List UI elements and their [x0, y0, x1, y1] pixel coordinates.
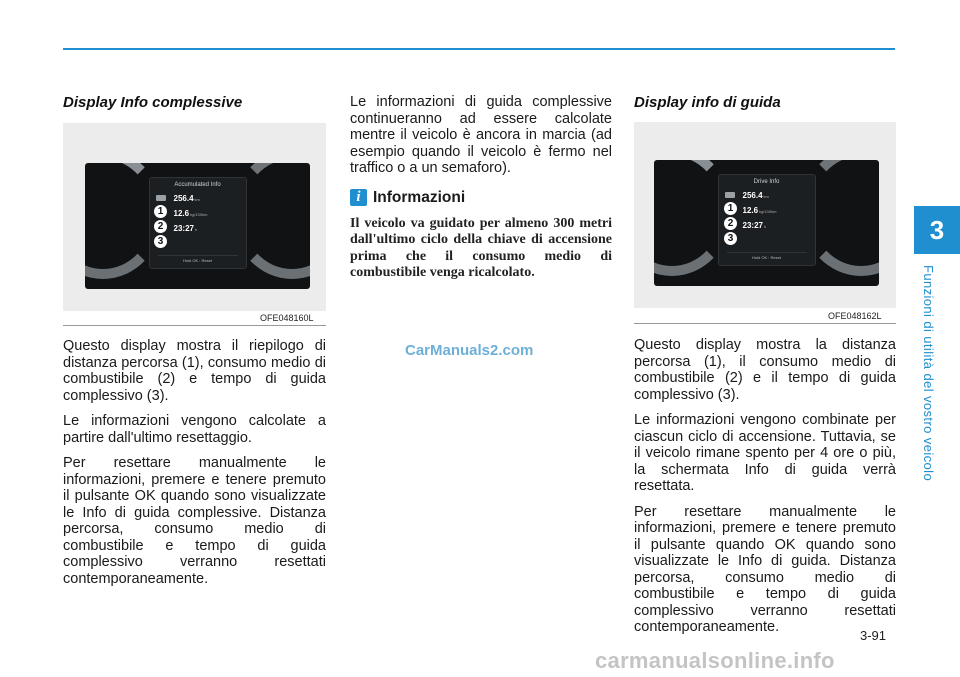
panel-title: Accumulated Info	[174, 182, 221, 188]
callout-1: 1	[154, 205, 167, 218]
time-value: 23:27	[173, 224, 194, 233]
header-rule	[63, 48, 895, 50]
chapter-number: 3	[929, 214, 945, 245]
paragraph: Questo display mostra il riepilogo di distanza percorsa (1), consumo medio di combustibile (2) e tempo di guida complessivo (3).	[63, 338, 326, 404]
paragraph: Le informazioni vengono combinate per ciascun ciclo di accensione. Tuttavia, se il veicolo rimane spento per 4 ore o più, la schermata Info di guida verrà resettata.	[634, 412, 896, 494]
distance-value: 256.4	[742, 191, 763, 200]
info-title: Informazioni	[373, 188, 466, 206]
chapter-side-title	[921, 265, 948, 495]
callout-3: 3	[154, 235, 167, 248]
caption-rule	[634, 323, 896, 324]
consumption-unit: kg/100km	[759, 209, 777, 214]
paragraph: Le informazioni di guida complessive continueranno ad essere calcolate mentre il veicolo è ancora in marcia (ad esempio quando il veicolo è fermo nel traffico o a un semaforo).	[350, 94, 612, 176]
paragraph: Per resettare manualmente le informazioni, premere e tenere premuto il pulsante OK quando sono visualizzate le Info di guida complessive. Distanza percorsa, consumo medio di combustibile e tempo di guida complessivo verranno resettati contemporaneamente.	[63, 455, 326, 587]
figure-drive-info	[634, 122, 896, 308]
distance-unit: km	[763, 194, 769, 199]
distance-row	[150, 194, 246, 203]
info-body: Il veicolo va guidato per almeno 300 metri dall'ultimo ciclo della chiave di accensione prima che il consumo medio di combustibile venga ricalcolato.	[350, 215, 612, 280]
callout-2: 2	[154, 220, 167, 233]
panel-footer: Hold OK : Reset	[727, 252, 807, 260]
watermark-carmanualsonline: carmanualsonline.info	[595, 648, 835, 673]
cluster-screen	[654, 160, 879, 286]
consumption-unit: kg/100km	[190, 212, 208, 217]
figure-caption: OFE048162L	[828, 311, 882, 321]
cluster-screen	[85, 163, 310, 289]
consumption-value: 12.6	[742, 206, 759, 215]
info-icon: i	[350, 189, 367, 206]
time-unit: h	[763, 224, 767, 229]
chapter-tab	[914, 206, 960, 254]
caption-rule	[63, 325, 326, 326]
section-heading-drive	[634, 94, 896, 111]
callout-1: 1	[724, 202, 737, 215]
distance-row	[719, 191, 815, 200]
figure-accumulated-info	[63, 123, 326, 311]
callout-2: 2	[724, 217, 737, 230]
time-value: 23:27	[742, 221, 763, 230]
col1-body	[63, 338, 326, 596]
callout-3: 3	[724, 232, 737, 245]
info-header	[350, 189, 612, 207]
paragraph: Questo display mostra la distanza percorsa (1), il consumo medio di combustibile (2) e il tempo di guida complessivo (3).	[634, 337, 896, 403]
distance-value: 256.4	[173, 194, 194, 203]
car-icon	[156, 195, 166, 201]
distance-unit: km	[194, 197, 200, 202]
col2-body	[350, 94, 612, 282]
figure-caption: OFE048160L	[260, 313, 314, 323]
page-number: 3-91	[860, 628, 887, 643]
panel-title: Drive Info	[753, 179, 780, 185]
watermark-carmanuals2: CarManuals2.com	[405, 342, 534, 359]
section-heading-accumulated	[63, 94, 326, 111]
chapter-title: Funzioni di utilità del vostro veicolo	[921, 265, 936, 482]
panel-footer: Hold OK : Reset	[158, 255, 238, 263]
time-unit: h	[194, 227, 198, 232]
heading-display-info-complessive: Display Info complessive	[63, 94, 243, 111]
car-icon	[725, 192, 735, 198]
paragraph: Le informazioni vengono calcolate a partire dall'ultimo resettaggio.	[63, 413, 326, 446]
paragraph: Per resettare manualmente le informazioni, premere e tenere premuto il pulsante quando OK quando sono visualizzate le Info di guida. Distanza percorsa, consumo medio di combustibile e tempo di guida complessivo verranno resettati contemporaneamente.	[634, 503, 896, 635]
consumption-value: 12.6	[173, 209, 190, 218]
col3-body	[634, 337, 896, 645]
heading-display-info-di-guida: Display info di guida	[634, 94, 781, 111]
